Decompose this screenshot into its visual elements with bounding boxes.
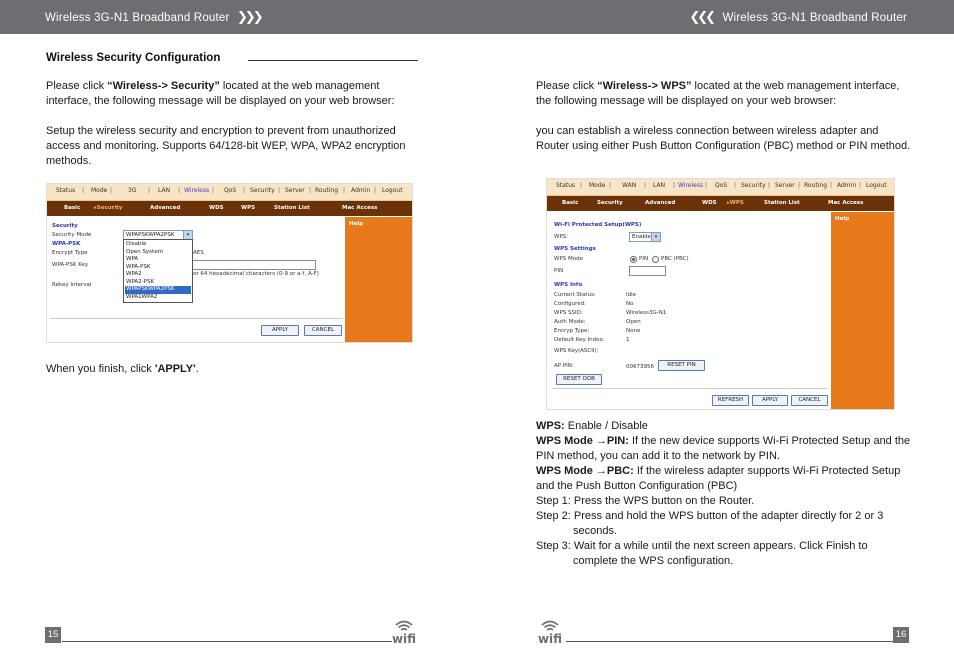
tab-sep: | (644, 182, 647, 189)
wpa-psk-heading: WPA-PSK (52, 241, 81, 247)
wps-enable-value: Enable (632, 234, 651, 240)
tab-sep: | (830, 182, 833, 189)
tab-wan[interactable]: WAN (622, 182, 637, 189)
tab-mode[interactable]: Mode (589, 182, 606, 189)
info-label: Encryp Type: (554, 328, 590, 334)
pin-input[interactable] (629, 266, 666, 276)
tab-sep: | (309, 187, 312, 194)
top-tab-bar (547, 179, 894, 196)
left-intro-pre: Please click (46, 80, 108, 92)
tab-qos[interactable]: QoS (715, 182, 728, 189)
pin-term: WPS Mode →PIN: (536, 435, 629, 447)
reset-pin-button[interactable]: RESET PIN (658, 360, 705, 371)
option-wpa1-wpa2[interactable]: WPA1WPA2 (126, 293, 158, 300)
left-finish (46, 362, 199, 377)
apply-button[interactable]: APPLY (261, 325, 299, 336)
ap-pin-label: AP PIN: (554, 363, 574, 369)
tab-sep: | (212, 187, 215, 194)
info-value: None (626, 328, 641, 334)
reset-oob-button[interactable]: RESET OOB (556, 374, 602, 385)
finish-pre: When you finish, click (46, 363, 155, 375)
left-intro (46, 79, 421, 109)
wps-heading: Wi-Fi Protected Setup(WPS) (554, 222, 642, 228)
wps-term: WPS: (536, 420, 565, 432)
right-intro-pre: Please click (536, 80, 598, 92)
cancel-button[interactable]: CANCEL (791, 395, 828, 406)
wpa-psk-key-input[interactable] (179, 260, 316, 270)
subtab-advanced[interactable]: Advanced (645, 200, 676, 206)
subtab-station-list[interactable]: Station List (274, 205, 310, 211)
subtab-mac-access[interactable]: Mac Access (828, 200, 864, 206)
tab-sep: | (734, 182, 737, 189)
info-label: Auth Mode: (554, 319, 586, 325)
subtab-security[interactable]: Security (597, 200, 623, 206)
security-mode-dropdown (123, 239, 193, 303)
tab-sep: | (798, 182, 801, 189)
pbc-term: WPS Mode →PBC: (536, 465, 634, 477)
tab-sep: | (374, 187, 377, 194)
pin-label: PIN (554, 268, 564, 274)
encrypt-type-label: Encrypt Type (52, 250, 88, 256)
right-footer-rule (566, 641, 893, 642)
security-screenshot (46, 183, 413, 343)
info-value: Open (626, 319, 641, 325)
tab-admin[interactable]: Admin (351, 187, 371, 194)
info-value: No (626, 301, 634, 307)
chevron-down-icon: ▾ (183, 231, 192, 239)
wps-label: WPS: (554, 234, 569, 240)
wps-info-heading: WPS Info (554, 282, 583, 288)
help-title: Help (835, 216, 850, 222)
security-mode-value: WPAPSKWPA2PSK (126, 232, 175, 238)
section-title: Wireless Security Configuration (46, 52, 221, 64)
info-label: WPS SSID: (554, 310, 583, 316)
chevron-down-icon: ▾ (651, 233, 660, 241)
pin-desc: If the new device supports Wi-Fi Protected Setup and the PIN method, you can add it to the network by PIN. (536, 435, 911, 462)
tab-security[interactable]: Security (250, 187, 275, 194)
tab-lan[interactable]: LAN (158, 187, 171, 194)
chevron-left-icon: ❮❮❮ (689, 10, 714, 25)
option-disable[interactable]: Disable (126, 241, 147, 247)
info-label: WPS Key(ASCII): (554, 348, 599, 354)
tab-security[interactable]: Security (741, 182, 766, 189)
tab-sep: | (243, 187, 246, 194)
tab-sep: | (609, 182, 612, 189)
step-3-cont: complete the WPS configuration. (573, 555, 734, 567)
option-wpapsk-wpa2psk[interactable]: WPAPSKWPA2PSK (125, 286, 191, 294)
tab-server[interactable]: Server (285, 187, 305, 194)
wps-settings-heading: WPS Settings (554, 246, 596, 252)
pbc-option-label: PBC (PBC) (661, 256, 689, 262)
wps-explanation (536, 419, 911, 569)
tab-wireless[interactable]: Wireless (184, 187, 210, 194)
finish-bold: 'APPLY' (154, 363, 196, 375)
left-header-title: Wireless 3G-N1 Broadband Router (45, 12, 230, 24)
tab-qos[interactable]: QoS (224, 187, 237, 194)
wps-screenshot (546, 178, 895, 410)
subtab-advanced[interactable]: Advanced (150, 205, 181, 211)
wps-desc: Enable / Disable (564, 420, 648, 432)
key-hint: or 64 hexadecimal characters (0-9 or a-f, A-F) (193, 271, 319, 277)
option-wpa-psk[interactable]: WPA-PSK (126, 263, 151, 270)
ap-pin-value: 00673956 (626, 364, 654, 370)
subtab-wds[interactable]: WDS (209, 205, 224, 211)
refresh-button[interactable]: REFRESH (712, 395, 749, 406)
right-header-title: Wireless 3G-N1 Broadband Router (722, 12, 907, 24)
apply-button[interactable]: APPLY (752, 395, 788, 406)
right-intro-bold: “Wireless-> WPS” (597, 80, 692, 92)
encrypt-aes-value: AES (193, 250, 204, 256)
info-label: Current Status: (554, 292, 596, 298)
subtab-wps[interactable]: WPS (241, 205, 256, 211)
pbc-desc: If the wireless adapter supports Wi-Fi Protected Setup and the Push Button Configuration (PBC) (536, 465, 901, 492)
info-label: Configured: (554, 301, 587, 307)
right-description: you can establish a wireless connection between wireless adapter and Router using either Push Button Configuration (PBC) method or PIN method. (536, 125, 911, 152)
left-intro-bold: “Wireless-> Security” (107, 80, 220, 92)
sub-tab-bar (47, 201, 412, 216)
subtab-mac-access[interactable]: Mac Access (342, 205, 378, 211)
tab-sep: | (110, 187, 113, 194)
tab-sep: | (178, 187, 181, 194)
security-mode-label: Security Mode (52, 232, 92, 238)
left-page-number: 15 (45, 627, 61, 643)
tab-sep: | (859, 182, 862, 189)
tab-server[interactable]: Server (775, 182, 795, 189)
rekey-interval-label: Rekey Interval (52, 282, 92, 288)
left-intro-post: located at the web management interface, the following message will be displayed on your web browser: (46, 80, 395, 107)
sub-tab-bar (547, 196, 894, 211)
left-header (45, 0, 261, 34)
pbc-line (536, 464, 911, 494)
tab-routing[interactable]: Routing (804, 182, 828, 189)
left-footer-rule (62, 641, 392, 642)
pin-line (536, 434, 911, 464)
tab-sep: | (343, 187, 346, 194)
wps-mode-label: WPS Mode (554, 256, 583, 262)
wifi-logo-text: wifi (537, 632, 563, 644)
step-1: Step 1: Press the WPS button on the Router. (536, 495, 755, 507)
finish-post: . (195, 363, 199, 375)
tab-sep: | (580, 182, 583, 189)
tab-admin[interactable]: Admin (837, 182, 857, 189)
right-intro (536, 79, 911, 109)
cancel-button[interactable]: CANCEL (304, 325, 342, 336)
security-heading: Security (52, 223, 78, 229)
wifi-logo-icon (387, 616, 421, 644)
info-value: Idle (626, 292, 637, 298)
info-value: 1 (626, 337, 630, 343)
tab-sep: | (768, 182, 771, 189)
subtab-station-list[interactable]: Station List (764, 200, 800, 206)
step-3: Step 3: Wait for a while until the next screen appears. Click Finish to (536, 540, 868, 552)
tab-sep: | (673, 182, 676, 189)
step-2-cont: seconds. (573, 525, 618, 537)
subtab-wds[interactable]: WDS (702, 200, 717, 206)
pin-option-label: PIN (639, 256, 649, 262)
subtab-wps[interactable]: ▸WPS (727, 200, 744, 206)
wps-enable-select[interactable] (629, 232, 661, 242)
subtab-security[interactable]: ▸Security (94, 205, 123, 211)
option-open-system[interactable]: Open System (126, 248, 163, 255)
tab-status[interactable]: Status (56, 187, 76, 194)
tab-logout[interactable]: Logout (382, 187, 403, 194)
tab-status[interactable]: Status (556, 182, 576, 189)
tab-sep: | (148, 187, 151, 194)
right-intro-post: located at the web management interface, the following message will be displayed on your web browser: (536, 80, 900, 107)
option-wpa2[interactable]: WPA2 (126, 271, 142, 277)
top-tab-bar (47, 184, 412, 201)
help-panel (345, 217, 412, 342)
divider (50, 318, 343, 319)
right-header (689, 0, 907, 34)
divider (552, 388, 827, 389)
help-panel (831, 212, 894, 409)
option-wpa2-psk[interactable]: WPA2-PSK (126, 278, 155, 285)
pin-radio[interactable] (630, 256, 637, 263)
tab-mode[interactable]: Mode (91, 187, 108, 194)
tab-lan[interactable]: LAN (653, 182, 666, 189)
tab-logout[interactable]: Logout (866, 182, 887, 189)
pbc-radio[interactable] (652, 256, 659, 263)
chevron-right-icon: ❯❯❯ (236, 10, 261, 25)
wifi-logo-icon (533, 616, 567, 644)
tab-3g[interactable]: 3G (128, 187, 137, 194)
right-page-number: 16 (893, 627, 909, 643)
wifi-logo-text: wifi (391, 632, 417, 644)
wpa-psk-key-label: WPA-PSK Key (52, 262, 89, 268)
option-wpa[interactable]: WPA (126, 256, 139, 262)
left-description: Setup the wireless security and encryption to prevent from unauthorized access and monitoring. Supports 64/128-bit WEP, WPA, WPA2 encryption methods. (46, 125, 406, 167)
step-2: Step 2: Press and hold the WPS button of the adapter directly for 2 or 3 (536, 510, 884, 522)
tab-sep: | (278, 187, 281, 194)
tab-sep: | (705, 182, 708, 189)
tab-sep: | (82, 187, 85, 194)
subtab-basic[interactable]: Basic (562, 200, 579, 206)
info-label: Default Key Index: (554, 337, 605, 343)
section-rule (248, 60, 418, 61)
info-value: Wireless3G-N1 (626, 310, 667, 316)
tab-routing[interactable]: Routing (315, 187, 339, 194)
wps-line (536, 419, 911, 434)
tab-wireless[interactable]: Wireless (678, 182, 704, 189)
help-title: Help (349, 221, 364, 227)
subtab-basic[interactable]: Basic (64, 205, 81, 211)
